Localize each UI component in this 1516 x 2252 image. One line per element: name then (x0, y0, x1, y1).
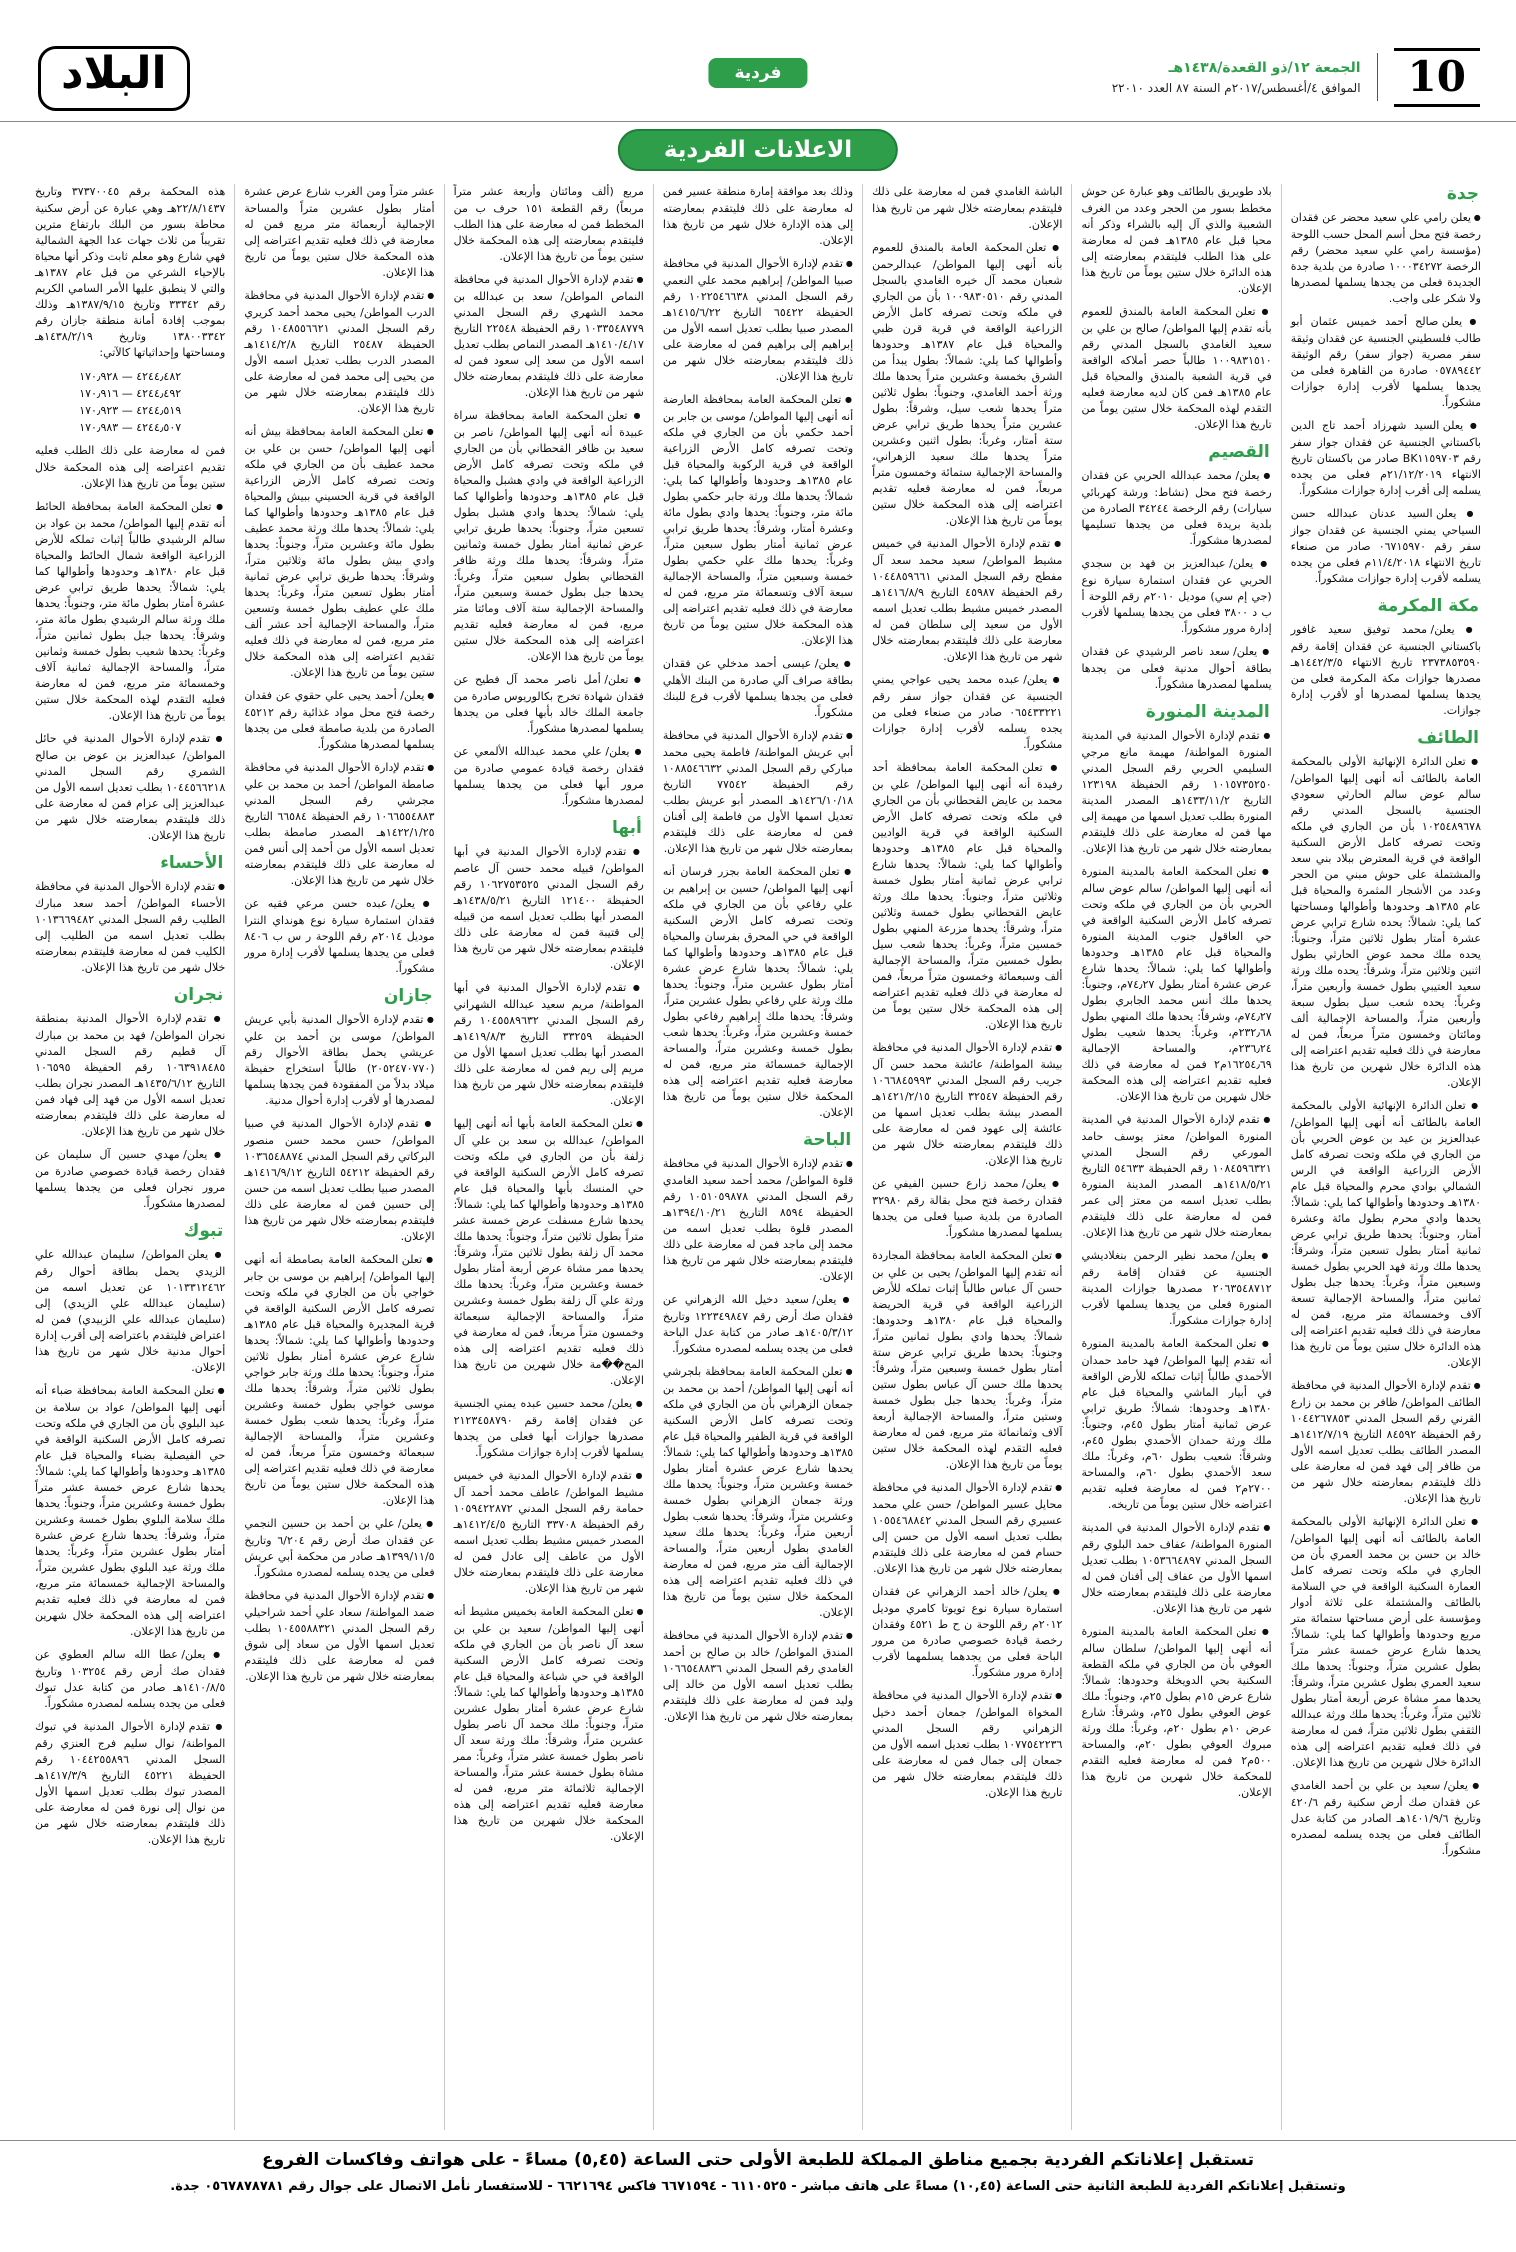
classified-ad: وذلك بعد موافقة إمارة منطقة عسير فمن له معارضة على ذلك فليتقدم بمعارضته إلى هذه الإدارة خلال شهر من تاريخ هذا الإعلان. (662, 185, 854, 247)
classified-ad: ● تقدم لإدارة الأحوال المدنية في المدينة المنورة المواطنة/ عفاف حمد البلوي رقم السجل المدني ١٠٥٣٦٦٤٨٩٧ بطلب تعديل اسمها الأول من عفاف إلى أفنان فمن له معارضة على ذلك فليتقدم بمعارضته خلال شهر من تاريخ هذا الإعلان. (1081, 1520, 1271, 1617)
classified-ad: ● تقدم لإدارة الأحوال المدنية في محافظة الدرب المواطن/ يحيى محمد أحمد كريري رقم السجل المدني ١٠٤٨٥٥٦٦٢١ رقم الحفيظة ٢٥٤٨٧ التاريخ ١٤١٤/٢/٨هـ المصدر الدرب بطلب تعديل اسمه الأول من يحيى إلى محمد فمن له معارضة على ذلك فليتقدم بمعارضته خلال شهر من تاريخ هذا الإعلان. (244, 288, 434, 417)
classified-ad: ● يعلن/ محمد عبدالله الحربي عن فقدان رخصة فتح محل (نشاط: ورشة كهربائي سيارات) رقم الرخصة ٣٤٢٤٤ الصادرة من بلدية بريدة فعلى من يجدها تسليمها لمصدرها مشكوراً. (1081, 468, 1271, 549)
classified-ad: ● تعلن المحكمة العامة بمحافظة سراة عبيدة أنه أنهى إليها المواطن/ ناصر بن سعيد بن ظافر القحطاني بأن من الجاري في ملكه وتحت تصرفه كامل الأرض الزراعية الواقعة في وادي هشبل والمحياة قبل عام ١٣٨٥هـ وحدودها وأطوالها كما يلي: شمالاً: يحدها وادي هشبل بطول تسعين متراً، وجنوباً: يحدها طريق ترابي عرض ثمانية أمتار بطول خمسة وثمانين متراً، وشرقاً: يحدها ملك ورثة ظافر القحطاني بطول سبعين متراً، وغرباً: يحدها جبل بطول خمسة وسبعين متراً، والمساحة الإجمالية ستة آلاف ومائتا متر مربع، فمن له معارضة فعليه تقديم اعتراضه إلى هذه المحكمة خلال ستين يوماً من تاريخ هذا الإعلان. (454, 408, 644, 665)
classified-ad: ● تقدم لإدارة الأحوال المدنية في محافظة صامطة المواطن/ أحمد بن محمد بن علي مجرشي رقم السجل المدني ١٠٦٦٥٥٤٨٨٣ رقم الحفيظة ٦٦٥٨٤ التاريخ ١٤٢٢/١/٢٥هـ المصدر صامطة بطلب تعديل اسمه الأول من أحمد إلى أنس فمن له معارضة على ذلك فليتقدم بمعارضته خلال شهر من تاريخ هذا الإعلان. (244, 760, 434, 889)
section-heading: تبوك (183, 1221, 224, 1241)
classified-ad: ● تعلن المحكمة العامة بمحافظة المجاردة أنه تقدم إليها المواطن/ يحيى بن علي بن حسن آل عباس طالباً إثبات تملكه للأرض الزراعية الواقعة في قرية الحريضة والمحياة قبل عام ١٣٨٠هـ وحدودها: شمالاً: يحدها وادي بطول ثمانين متراً، وجنوباً: يحدها طريق ترابي عرض ستة أمتار بطول خمسة وسبعين متراً، وشرقاً: يحدها ملك حسن آل عباس بطول ستين متراً، وغرباً: يحدها جبل بطول خمسة وستين متراً، والمساحة الإجمالية أربعة آلاف وثمانمائة متر مربع، فمن له معارضة فعليه التقدم لهذه المحكمة خلال ستين يوماً من تاريخ هذا الإعلان. (872, 1248, 1062, 1473)
classified-ad: بلاد طويريق بالطائف وهو عبارة عن حوش مخطط بسور من الحجر وعدد من الغرف الشعبية والذي آل إليه بالشراء وذكر أنه محيا قبل عام ١٣٨٥هـ فمن له معارضة على هذا الطلب فليتقدم بمعارضته إلى هذه الدائرة خلال ستين يوماً من تاريخ هذا الإعلان. (1081, 185, 1272, 295)
classified-ad: ● تقدم لإدارة الأحوال المدنية بأبي عريش المواطن/ موسى بن أحمد بن علي عريشي يحمل بطاقة الأحوال رقم (٢٠٥٢٤٧٠٧٧٠) طالباً استخراج حفيظة ميلاد بدلاً من المفقودة فمن يجدها يسلمها لمصدرها أو لأقرب إدارة أحوال مدنية. (244, 1012, 434, 1109)
classified-ad: ● تقدم لإدارة الأحوال المدنية في محافظة الأحساء المواطن/ أحمد سعد مبارك الطليب رقم السجل المدني ١٠١٣٦٦٩٤٨٢ بطلب تعديل اسمه من الطليب إلى الكليب فمن له معارضة فليتقدم بمعارضته خلال شهر من تاريخ هذا الإعلان. (35, 879, 225, 976)
columns (26, 184, 1490, 2130)
page-number: 10 (1394, 48, 1480, 107)
date-gregorian: الموافق ٤/أغسطس/٢٠١٧م السنة ٨٧ العدد ٢٢٠١٠ (1111, 80, 1361, 95)
classified-ad: ● تعلن المحكمة العامة بالمدينة المنورة أنه أنهى إليها المواطن/ سلطان سالم العوفي بأن من الجاري في ملكه القطعة السكنية بحي الدويخلة وحدودها: شمالاً: شارع عرض ١٥م بطول ٢٥م، وجنوباً: ملك عوض العوفي بطول ٢٥م، وشرقاً: شارع عرض ١٠م بطول ٢٠م، وغرباً: ملك ورثة مبروك العوفي بطول ٢٠م، والمساحة ٥٠٠م٢ فمن له معارضة فعليه التقدم للمحكمة خلال شهرين من تاريخ هذا الإعلان. (1081, 1624, 1271, 1801)
classified-ad: فمن له معارضة على ذلك الطلب فعليه تقديم اعتراضه إلى هذه المحكمة خلال ستين يوماً من تاريخ هذا الإعلان. (35, 444, 226, 490)
classified-ad: ● تقدم لإدارة الأحوال المدنية في محافظة صبيا المواطن/ إبراهيم محمد علي النعمي رقم السجل المدني ١٠٢٢٥٤٦٦٣٨ رقم الحفيظة ٦٥٤٢٢ التاريخ ١٤١٥/٦/٢٢هـ المصدر صبيا بطلب تعديل اسمه الأول من إبراهيم إلى براهيم فمن له معارضة على ذلك فليتقدم بمعارضته خلال شهر من تاريخ هذا الإعلان. (663, 256, 853, 385)
classified-ad: ● تعلن المحكمة العامة بخميس مشيط أنه أنهى إليها المواطن/ سعيد بن علي بن سعد آل ناصر بأن من الجاري في ملكه وتحت تصرفه كامل الأرض السكنية الواقعة في حي شباعة والمحياة قبل عام ١٣٨٥هـ وحدودها وأطوالها كما يلي: شمالاً: شارع عرض عشرة أمتار بطول عشرين متراً، وجنوباً: ملك محمد آل ناصر بطول عشرين متراً، وشرقاً: ملك ورثة سعد آل ناصر بطول خمسة عشر متراً، وغرباً: ممر مشاة بطول خمسة عشر متراً، والمساحة الإجمالية ثلاثمائة متر مربع، فمن له معارضة فعليه تقديم اعتراضه إلى هذه المحكمة خلال شهرين من تاريخ هذا الإعلان. (454, 1604, 644, 1845)
column-7 (26, 184, 234, 2130)
classified-ad: ● تعلن الدائرة الإنهائية الأولى بالمحكمة العامة بالطائف أنه أنهى إليها المواطن/ خالد بن حسن بن محمد العمري بأن من الجاري في ملكه وتحت تصرفه كامل العمارة السكنية الواقعة في حي السلامة بالطائف والمشتملة على ثلاثة أدوار ومؤسسة على أرض مساحتها ستمائة متر مربع وحدودها وأطوالها كما يلي: شمالاً: يحدها شارع عرض خمسة عشر متراً بطول عشرين متراً، وجنوباً: يحدها ملك سعيد العمري بطول عشرين متراً، وشرقاً: يحدها ممر مشاة عرض أربعة أمتار بطول ثلاثين متراً، وغرباً: يحدها ملك ورثة عبدالله الثقفي بطول ثلاثين متراً، فمن له معارضة في ذلك فعليه تقديم اعتراضه إلى هذه الدائرة خلال شهرين من تاريخ هذا الإعلان. (1291, 1514, 1481, 1771)
column-6 (234, 184, 443, 2130)
classified-ad: ● تقدم لإدارة الأحوال المدنية في محافظة بيشة المواطنة/ عائشة محمد حسن آل جريب رقم السجل المدني ١٠٦٦٨٤٥٩٩٣ رقم الحفيظة ٣٢٥٤٧ التاريخ ١٤٢١/٢/١٥هـ المصدر بيشة بطلب تعديل اسمها من عائشة إلى عهود فمن له معارضة على ذلك فليتقدم بمعارضته خلال شهر من تاريخ هذا الإعلان. (872, 1040, 1062, 1169)
classified-ad: ● يعلن/ مهدي حسين آل سليمان عن فقدان رخصة قيادة خصوصي صادرة من مرور نجران فعلى من يجدها يسلمها لمصدرها مشكوراً. (35, 1147, 225, 1212)
header-rule (0, 121, 1516, 122)
classified-ad: مربع (ألف ومائتان وأربعة عشر متراً مربعاً) رقم القطعة ١٥١ حرف ب من المخطط فمن له معارضة على هذا الطلب فليتقدم بمعارضته إلى هذه المحكمة خلال ستين يوماً من تاريخ هذا الإعلان. (453, 185, 644, 263)
classified-ad: ● تعلن المحكمة العامة بالمندق للعموم بأنه أنهى إليها المواطن/ عبدالرحمن شعبان محمد آل خيره الغامدي بالسجل المدني رقم ١٠٠٩٨٣٠٥١٠ بأن من الجاري في ملكه وتحت تصرفه كامل الأرض الزراعية الواقعة في قرية قرن ظبي والمحياة قبل عام ١٣٨٧هـ وحدودها وأطوالها كما يلي: شمالاً: بطول يبدأ من الشرق بخمسة وعشرين متراً يحدها ملك ورثة أحمد الغامدي، وجنوباً: بطول ثلاثين متراً يحدها شعب سيل، وشرقاً: بطول عشرين متراً يحدها طريق ترابي عرض ستة أمتار، وغرباً: بطول اثنين وعشرين متراً يحدها ملك سعيد الزهراني، والمساحة الإجمالية ستمائة وخمسون متراً مربعاً، فمن له معارضة فعليه تقديم اعتراضه إلى هذه المحكمة خلال ستين يوماً من تاريخ هذا الإعلان. (872, 240, 1062, 529)
classified-ad: ● تعلن المحكمة العامة بالمندق للعموم بأنه تقدم إليها المواطن/ صالح بن علي بن سعيد الغامدي بالسجل المدني رقم ١٠٠٩٨٣١٥١٠ طالباً حصر أملاكه الواقعة في قرية الشعبة بالمندق والمحياة قبل عام ١٣٨٥هـ فمن كان لديه معارضة فعليه التقدم لهذه المحكمة خلال ستين يوماً من تاريخ هذا الإعلان. (1081, 304, 1271, 433)
classified-ad: ● تقدم لإدارة الأحوال المدنية في محافظة الطائف المواطن/ ظافر بن محمد بن زارع القرني رقم السجل المدني ١٠٤٤٢٦٧٨٥٣ رقم الحفيظة ٨٤٥٩٢ التاريخ ١٤١٢/٧/١٩هـ المصدر الطائف بطلب تعديل اسمه الأول من ظافر إلى فهد فمن له معارضة على ذلك فليتقدم بمعارضته خلال شهر من تاريخ هذا الإعلان. (1291, 1378, 1481, 1507)
classified-ad: ● تقدم لإدارة الأحوال المدنية في محافظة محايل عسير المواطن/ حسن علي محمد عسيري رقم السجل المدني ١٠٥٥٤٦٨٨٤٢ بطلب تعديل اسمه الأول من حسن إلى حسام فمن له معارضة على ذلك فليتقدم بمعارضته خلال شهر من تاريخ هذا الإعلان. (872, 1480, 1062, 1577)
classified-ad: ● تقدم لإدارة الأحوال المدنية في تبوك المواطنة/ نوال سليم فرج العنزي رقم السجل المدني ١٠٤٤٢٥٥٨٩٦ رقم الحفيظة ٤٥٢٢١ التاريخ ١٤١٧/٣/٩هـ المصدر تبوك بطلب تعديل اسمها الأول من نوال إلى نورة فمن له معارضة على ذلك فليتقدم بمعارضته خلال شهر من تاريخ هذا الإعلان. (35, 1719, 225, 1848)
section-heading: نجران (173, 985, 224, 1005)
classified-ad: ● تقدم لإدارة الأحوال المدنية في محافظة النماص المواطن/ سعد بن عبدالله بن محمد الشهري رقم السجل المدني ١٠٣٣٥٤٨٧٧٩ رقم الحفيظة ٢٢٥٤٨ التاريخ ١٤١٠/٤/١٧هـ المصدر النماص بطلب تعديل اسمه الأول من سعد إلى سعود فمن له معارضة على ذلك فليتقدم بمعارضته خلال شهر من تاريخ هذا الإعلان. (454, 272, 644, 401)
classified-ad: ● يعلن/ سعيد دخيل الله الزهراني عن فقدان صك أرض رقم ١٢٢٣٤٩٨٤٧ وتاريخ ١٤٠٥/٣/١٢هـ صادر من كتابة عدل الباحة فعلى من يجده يسلمه لمصدره مشكوراً. (663, 1292, 853, 1357)
classified-ad: ● يعلن/ محمد نظير الرحمن بنغلاديشي الجنسية عن فقدان إقامة رقم ٢٠٦٣٥٤٨٧١٢ مصدرها جوازات المدينة المنورة فعلى من يجدها يسلمها لأقرب إدارة جوازات مشكوراً. (1081, 1248, 1271, 1329)
section-heading: جدة (1446, 184, 1479, 204)
classified-ad: ● يعلن/ علي محمد عبدالله الألمعي عن فقدان رخصة قيادة عمومي صادرة من مرور أبها فعلى من يجدها يسلمها لمصدرها مشكوراً. (454, 744, 644, 809)
column-4 (653, 184, 862, 2130)
classified-ad: عشر متراً ومن الغرب شارع عرض عشرة أمتار بطول عشرين متراً والمساحة الإجمالية أربعمائة متر مربع فمن له معارضة في ذلك فعليه تقديم اعتراضه إلى هذه المحكمة خلال ستين يوماً من تاريخ هذا الإعلان. (244, 185, 435, 279)
classified-ad: هذه المحكمة برقم ٣٧٣٧٠٠٤٥ وتاريخ ٢٢/٨/١٤٣٧هـ وهي عبارة عن أرض سكنية محاطة بسور من البلك بارتفاع مترين تقريباً من ثلاث جهات عدا الجهة الشمالية فهي شارع وهو معلم ثابت وذكر أنها محياة بالإحياء الشرعي من قبل عام ١٣٨٧هـ والتي لا ينطبق عليها الأمر السامي الكريم رقم ٣٣٣٤٢ وتاريخ ١٣٨٧/٩/١٥هـ وذلك بموجب إفادة أمانة منطقة جازان رقم ١٣٨٠٠٣٣٤٢ وتاريخ ١٤٣٨/٢/١٩هـ ومساحتها وإحداثياتها كالآتي: (35, 185, 226, 359)
classified-ad: ● يعلن السيد عدنان عبدالله حسن السياحي يمني الجنسية عن فقدان جواز سفر رقم ٠٦٧١٥٩٧٠ صادر من صنعاء تاريخ الانتهاء ١١/٤/٢٠١٨م فعلى من يجده يسلمه لأقرب إدارة جوازات مشكوراً. (1291, 506, 1481, 587)
classified-ad: ● يعلن المواطن/ سليمان عبدالله علي الزيدي يحمل بطاقة أحوال رقم ١٠١٣٣١٢٤٦٢ عن تعديل اسمه من (سليمان عبدالله علي الزيدي) إلى (سليمان عبدالله علي الزبيدي) فمن له اعتراض فليتقدم باعتراضه إلى أقرب إدارة أحوال مدنية خلال شهر من تاريخ هذا الإعلان. (35, 1247, 225, 1376)
classified-ad: ● يعلن/ سعيد بن علي بن أحمد الغامدي عن فقدان صك أرض سكنية رقم ٤٢٠/٦ وتاريخ ١٤٠١/٩/٦هـ الصادر من كتابة عدل الطائف فعلى من يجده يسلمه لمصدره مشكوراً. (1291, 1778, 1481, 1859)
coordinates-block: ٤٢٤٤٫٤٨٢ — ١٧٠٫٩٢٨ ٤٢٤٤٫٤٩٢ — ١٧٠٫٩١٦ ٤٢٤٤٫٥١٩ — ١٧٠٫٩٢٣ ٤٢٤٤٫٥٠٧ — ١٧٠٫٩٨٣ (79, 370, 182, 434)
classified-ad: ● تعلن المحكمة العامة بمحافظة ضباء أنه أنهى إليها المواطن/ عواد بن سلامة بن عيد البلوي بأن من الجاري في ملكه وتحت تصرفه كامل الأرض السكنية الواقعة في حي الفيصلية بضباء والمحياة قبل عام ١٣٨٥هـ وحدودها وأطوالها كما يلي: شمالاً: يحدها شارع عرض خمسة عشر متراً بطول خمسة وعشرين متراً، وجنوباً: يحدها ملك سلامة البلوي بطول خمسة وعشرين متراً، وشرقاً: يحدها شارع عرض عشرة أمتار بطول عشرين متراً، وغرباً: يحدها ملك ورثة عيد البلوي بطول عشرين متراً، والمساحة الإجمالية خمسمائة متر مربع، فمن له معارضة في ذلك فعليه تقديم اعتراضه إلى هذه المحكمة خلال شهرين من تاريخ هذا الإعلان. (35, 1383, 225, 1640)
section-heading: الباحة (803, 1130, 852, 1150)
section-heading: القصيم (1208, 442, 1270, 462)
header-right (1112, 48, 1480, 107)
classified-ad: ● يعلن صالح أحمد خميس عثمان أبو طالب فلسطيني الجنسية عن فقدان وثيقة سفر مصرية (جواز سفر) رقم الوثيقة ٠٥٧٨٩٤٤٢ صادرة من القاهرة فعلى من يجدها يسلمها لأقرب إدارة جوازات مشكوراً. (1291, 314, 1481, 411)
classified-ad: ● تقدم لإدارة الأحوال المدنية في المدينة المنورة المواطن/ معتز يوسف حامد المورعي رقم السجل المدني ١٠٨٤٥٩٦٣٢١ رقم الحفيظة ٥٤٦٣٣ التاريخ ١٤١٨/٥/٢١هـ المصدر المدينة المنورة بطلب تعديل اسمه من معتز إلى عمر فمن له معارضة على ذلك فليتقدم بمعارضته خلال شهر من تاريخ هذا الإعلان. (1081, 1112, 1271, 1241)
classified-ad: ● يعلن/ محمد زارع حسين الفيفي عن فقدان رخصة فتح محل بقالة رقم ٣٢٩٨٠ الصادرة من بلدية صبيا فعلى من يجدها يسلمها لمصدرها مشكوراً. (872, 1176, 1062, 1241)
classified-ad: ● تعلن المحكمة العامة بجزر فرسان أنه أنهى إليها المواطن/ حسين بن إبراهيم بن علي رفاعي بأن من الجاري في ملكه وتحت تصرفه كامل الأرض السكنية الواقعة في حي المحرق بفرسان والمحياة قبل عام ١٣٨٥هـ وحدودها وأطوالها كما يلي: شمالاً: يحدها شارع عرض عشرة أمتار بطول عشرين متراً، وجنوباً: يحدها ملك ورثة علي رفاعي بطول عشرين متراً، وشرقاً: يحدها ملك إبراهيم رفاعي بطول خمسة وعشرين متراً، وغرباً: يحدها شعب بطول خمسة وعشرين متراً، والمساحة الإجمالية خمسمائة متر مربع، فمن له معارضة فعليه تقديم اعتراضه إلى هذه المحكمة خلال ستين يوماً من تاريخ هذا الإعلان. (663, 864, 853, 1121)
classified-ad: ● تعلن المحكمة العامة بمحافظة بيش أنه أنهى إليها المواطن/ حسن بن علي بن محمد عطيف بأن من الجاري في ملكه وتحت تصرفه كامل الأرض الزراعية الواقعة في قرية الحسيني ببيش والمحياة قبل عام ١٣٨٥هـ وحدودها وأطوالها كما يلي: شمالاً: يحدها ملك ورثة محمد عطيف بطول مائة وعشرين متراً، وجنوباً: يحدها وادي بيش بطول مائة وثلاثين متراً، وشرقاً: يحدها طريق ترابي عرض ثمانية أمتار بطول تسعين متراً، وغرباً: يحدها ملك علي عطيف بطول خمسة وتسعين متراً، والمساحة الإجمالية أحد عشر ألف متر مربع، فمن له معارضة في ذلك فعليه تقديم اعتراضه إلى هذه المحكمة خلال ستين يوماً من تاريخ هذا الإعلان. (244, 424, 434, 681)
classified-ad: ● يعلن/ أحمد يحيى علي حقوي عن فقدان رخصة فتح محل مواد غذائية رقم ٤٥٢١٢ الصادرة من بلدية صامطة فعلى من يجدها يسلمها لمصدرها مشكوراً. (244, 688, 434, 753)
classified-ad: ● تعلن المحكمة العامة بمحافظة الحائط أنه تقدم إليها المواطن/ محمد بن عواد بن سالم الرشيدي طالباً إثبات تملكه للأرض الزراعية الواقعة شمال الحائط والمحياة قبل عام ١٣٨٠هـ وحدودها وأطوالها كما يلي: شمالاً: يحدها طريق ترابي عرض عشرة أمتار بطول مائة متر، وجنوباً: يحدها ملك ورثة سالم الرشيدي بطول مائة متر، وشرقاً: يحدها جبل بطول ثمانين متراً، وغرباً: يحدها شعيب بطول خمسة وثمانين متراً، والمساحة الإجمالية ثمانية آلاف وخمسمائة متر مربع، فمن له معارضة فعليه التقدم لهذه المحكمة خلال ستين يوماً من تاريخ هذا الإعلان. (35, 499, 225, 724)
classified-ad: ● تقدم لإدارة الأحوال المدنية في محافظة أبي عريش المواطنة/ فاطمة يحيى محمد مباركي رقم السجل المدني ١٠٨٨٥٤٦٦٣٢ رقم الحفيظة ٧٧٥٤٢ التاريخ ١٤٢٦/١٠/١٨هـ المصدر أبو عريش بطلب تعديل اسمها الأول من فاطمة إلى أفنان فمن له معارضة على ذلك فليتقدم بمعارضته خلال شهر من تاريخ هذا الإعلان. (663, 728, 853, 857)
column-2 (1071, 184, 1280, 2130)
classified-ad: ● يعلن/ خالد أحمد الزهراني عن فقدان استمارة سيارة نوع تويوتا كامري موديل ٢٠١٢م رقم اللوحة ن ح ط ٤٥٢١ وفقدان رخصة قيادة خصوصي صادرة من مرور الباحة فعلى من يجدهما يسلمهما لأقرب إدارة مرور مشكوراً. (872, 1584, 1062, 1681)
footer-line-1: تستقبل إعلاناتكم الفردية بجميع مناطق المملكة للطبعة الأولى حتى الساعة (٥,٤٥) مساءً - على هواتف وفاكسات الفروع (262, 2150, 1254, 2170)
classified-ad: ● يعلن/ عبده محمد يحيى عواجي يمني الجنسية عن فقدان جواز سفر رقم ٠٦٥٤٣٣٢٢١ صادر من صنعاء فعلى من يجده يسلمه لأقرب إدارة جوازات مشكوراً. (872, 672, 1062, 753)
classified-ad: ● تقدم لإدارة الأحوال المدنية في حائل المواطن/ عبدالعزيز بن عوض بن صالح الشمري رقم السجل المدني ١٠٤٤٥٦٦٢١٨ بطلب تعديل اسمه الأول من عبدالعزيز إلى عزام فمن له معارضة على ذلك فليتقدم بمعارضته خلال شهر من تاريخ هذا الإعلان. (35, 731, 225, 844)
classified-ad: ● تعلن المحكمة العامة بمحافظة العارضة أنه أنهى إليها المواطن/ موسى بن جابر بن أحمد حكمي بأن من الجاري في ملكه وتحت تصرفه كامل الأرض الزراعية الواقعة في قرية الركوبة والمحياة قبل عام ١٣٨٥هـ وحدودها وأطوالها كما يلي: شمالاً: يحدها ملك ورثة جابر حكمي بطول مائة متر، وجنوباً: يحدها وادي بطول مائة وعشرة أمتار، وشرقاً: يحدها طريق ترابي عرض ثمانية أمتار بطول سبعين متراً، وغرباً: يحدها ملك علي حكمي بطول خمسة وسبعين متراً، والمساحة الإجمالية سبعة آلاف وتسعمائة متر مربع، فمن له معارضة في ذلك فعليه تقديم اعتراضه إلى هذه المحكمة خلال ستين يوماً من تاريخ هذا الإعلان. (663, 392, 853, 649)
page-title: الاعلانات الفردية (618, 129, 898, 171)
classified-ad: ● تعلن/ أمل ناصر محمد آل فطيح عن فقدان شهادة تخرج بكالوريوس صادرة من جامعة الملك خالد بأبها فعلى من يجدها يسلمها لمصدرها مشكوراً. (454, 672, 644, 737)
classified-ad: ● تعلن الدائرة الإنهائية الأولى بالمحكمة العامة بالطائف أنه أنهى إليها المواطن/ سالم عوض سالم الحارثي سعودي الجنسية بالسجل المدني رقم ١٠٢٥٤٨٩٦٧٨ بأن من الجاري في ملكه وتحت تصرفه كامل الأرض السكنية الواقعة في قرية المعترض ببلاد بني سعد والمشتملة على حوش مبني من الحجر وعدد من الأشجار المثمرة والمحياة قبل عام ١٣٨٥هـ وحدودها وأطوالها ومساحتها كما يلي: شمالاً: يحده شارع ترابي عرض عشرة أمتار بطول ثلاثين متراً، وجنوباً: يحده ملك محمد عوض الحارثي بطول اثنين وثلاثين متراً، وشرقاً: يحده ملك ورثة سعيد العتيبي بطول خمسة وأربعين متراً، وغرباً: يحده شعب سيل بطول سبعة وأربعين متراً، والمساحة الإجمالية ألف ومائتان وخمسون متراً مربعاً، فمن له معارضة في ذلك فعليه تقديم اعتراضه إلى هذه الدائرة خلال شهرين من تاريخ هذا الإعلان. (1291, 754, 1481, 1091)
classified-ad: ● يعلن رامي علي سعيد محضر عن فقدان رخصة فتح محل أسم المحل حسب اللوحة (مؤسسة رامي علي سعيد محضر) رقم الرخصة ١٠٠٠٣٤٢٧٢ صادرة من بلدية جدة الجديدة فعلى من يجدها يسلمها لمصدرها ولا شكر على واجب. (1291, 210, 1481, 307)
classified-ad: ● تقدم لإدارة الأحوال المدنية بمنطقة نجران المواطن/ فهد بن محمد بن مبارك آل قطيم رقم السجل المدني ١٠٦٣٩١٨٤٨٥ رقم الحفيظة ١٠٦٥٩٥ التاريخ ١٤٣٥/٦/١٢هـ المصدر نجران بطلب تعديل اسمه الأول من فهد إلى فهاد فمن له معارضة على ذلك فليتقدم بمعارضته خلال شهر من تاريخ هذا الإعلان. (35, 1011, 225, 1140)
classified-ad: ● تقدم لإدارة الأحوال المدنية في محافظة المخواة المواطن/ جمعان أحمد دخيل الزهراني رقم السجل المدني ١٠٧٧٥٤٢٢٣٦ بطلب تعديل اسمه الأول من جمعان إلى جمال فمن له معارضة على ذلك فليتقدم بمعارضته خلال شهر من تاريخ هذا الإعلان. (872, 1688, 1062, 1801)
classified-ad: ● تقدم لإدارة الأحوال المدنية في أبها المواطن/ قبيله محمد حسن آل عاصم رقم السجل المدني ١٠٦٢٧٥٣٥٢٥ رقم الحفيظة ١٢١٤٠٠ التاريخ ١٤٣٨/٥/٢١هـ المصدر أبها بطلب تعديل اسمه من قبيله إلى قتيبة فمن له معارضة على ذلك فليتقدم بمعارضته خلال شهر من تاريخ هذا الإعلان. (454, 844, 644, 973)
classified-ad: ● تعلن المحكمة العامة بأبها أنه أنهى إليها المواطن/ عبدالله بن سعد بن علي آل زلفة بأن من الجاري في ملكه وتحت تصرفه كامل الأرض السكنية الواقعة في حي المنسك بأبها والمحياة قبل عام ١٣٨٥هـ وحدودها وأطوالها كما يلي: شمالاً: يحدها شارع مسفلت عرض خمسة عشر متراً بطول ثلاثين متراً، وجنوباً: يحدها ملك محمد آل زلفة بطول ثلاثين متراً، وشرقاً: يحدها ممر مشاة عرض أربعة أمتار بطول خمسة وعشرين متراً، وغرباً: يحدها ملك ورثة علي آل زلفة بطول خمسة وعشرين متراً، والمساحة الإجمالية سبعمائة وخمسون متراً مربعاً، فمن له معارضة في ذلك فعليه تقديم اعتراضه إلى هذه المح��مة خلال شهرين من تاريخ هذا الإعلان. (454, 1116, 644, 1389)
classified-ad: الباشة الغامدي فمن له معارضة على ذلك فليتقدم بمعارضته خلال شهر من تاريخ هذا الإعلان. (872, 185, 1063, 231)
column-3 (862, 184, 1071, 2130)
classified-ad: ● تعلن المحكمة العامة بالمدينة المنورة أنه تقدم إليها المواطن/ فهد حامد حمدان الأحمدي طالباً إثبات تملكه للأرض الواقعة في أبيار الماشي والمحياة قبل عام ١٣٨٠هـ وحدودها: شمالاً: طريق ترابي عرض ثمانية أمتار بطول ٤٥م، وجنوباً: ملك ورثة حمدان الأحمدي بطول ٤٥م، وشرقاً: شعيب بطول ٦٠م، وغرباً: ملك سعد الأحمدي بطول ٦٠م، والمساحة ٢٧٠٠م٢ فمن له معارضة فعليه تقديم اعتراضه خلال ستين يوماً من تاريخه. (1081, 1336, 1271, 1513)
classified-ad: ● تقدم لإدارة الأحوال المدنية في خميس مشيط المواطن/ عاطف محمد أحمد آل حمامة رقم السجل المدني ١٠٥٩٤٢٢٨٧٢ رقم الحفيظة ٣٣٧٠٨ التاريخ ١٤١٢/٤/٥هـ المصدر خميس مشيط بطلب تعديل اسمه الأول من عاطف إلى عادل فمن له معارضة على ذلك فليتقدم بمعارضته خلال شهر من تاريخ هذا الإعلان. (454, 1468, 644, 1597)
classified-ad: ● يعلن/ عبده حسن مرعي فقيه عن فقدان استمارة سيارة نوع هونداي النترا موديل ٢٠١٤م رقم اللوحة ر س ب ٨٤٠٦ فعلى من يجدها يسلمها لأقرب إدارة مرور مشكوراً. (244, 896, 434, 977)
classified-ad: ● تقدم لإدارة الأحوال المدنية في المدينة المنورة المواطنة/ مهيمة مانع مرجي السليمي الحربي رقم السجل المدني ١٠١٥٧٣٥٢٥٠ رقم الحفيظة ١٢٣١٩٨ التاريخ ١٤٣٣/١١/٢هـ المصدر المدينة المنورة بطلب تعديل اسمها من مهيمة إلى مها فمن له معارضة على ذلك فليتقدم بمعارضته خلال شهر من تاريخ هذا الإعلان. (1081, 728, 1271, 857)
classified-ad: ● يعلن/ سعد ناصر الرشيدي عن فقدان بطاقة أحوال مدنية فعلى من يجدها يسلمها لمصدرها مشكوراً. (1081, 644, 1271, 693)
header-divider (1377, 53, 1378, 101)
section-heading: مكة المكرمة (1377, 596, 1479, 616)
classified-ad: ● تقدم لإدارة الأحوال المدنية في خميس مشيط المواطن/ سعيد محمد سعد آل مفطح رقم السجل المدني ١٠٤٤٨٥٩٦٦١ رقم الحفيظة ٤٥٩٨٧ التاريخ ١٤١٦/٨/٩هـ المصدر خميس مشيط بطلب تعديل اسمه الأول من سعيد إلى سلطان فمن له معارضة على ذلك فليتقدم بمعارضته خلال شهر من تاريخ هذا الإعلان. (872, 536, 1062, 665)
date-block (1112, 58, 1361, 97)
column-5 (444, 184, 653, 2130)
section-heading: الأحساء (160, 853, 224, 873)
classified-ad: ● يعلن/ عطا الله سالم العطوي عن فقدان صك أرض رقم ١٠٣٢٥٤ وتاريخ ١٤١٠/٨/٥هـ صادر من كتابة عدل تبوك فعلى من يجده يسلمه لمصدره مشكوراً. (35, 1647, 225, 1712)
section-heading: الطائف (1417, 728, 1479, 748)
section-heading: أبها (612, 818, 642, 838)
classified-ad: ● يعلن/ محمد توفيق سعيد غافور باكستاني الجنسية عن فقدان إقامة رقم ٢٣٧٣٨٥٣٥٩٠ تاريخ الانتهاء ١٤٤٢/٣/٥هـ مصدرها جوازات مكة المكرمة فعلى من يجدها يسلمها لمصدرها أو لأقرب إدارة جوازات. (1291, 622, 1481, 719)
classified-ad: ● يعلن السيد شهرزاد أحمد تاج الدين باكستاني الجنسية عن فقدان جواز سفر رقم BK١١٥٩٧٠٣ صادر من باكستان تاريخ الانتهاء ٢١/١٢/٢٠١٩م فعلى من يجده يسلمه إلى أقرب إدارة جوازات مشكوراً. (1291, 418, 1481, 499)
classified-ad: ● تعلن المحكمة العامة بمحافظة بلجرشي أنه أنهى إليها المواطن/ أحمد بن محمد بن جمعان الزهراني بأن من الجاري في ملكه وتحت تصرفه كامل الأرض السكنية الواقعة في قرية الظفير والمحياة قبل عام ١٣٨٥هـ وحدودها وأطوالها كما يلي: شمالاً: يحدها شارع عرض عشرة أمتار بطول خمسة وعشرين متراً، وجنوباً: يحدها ملك ورثة جمعان الزهراني بطول خمسة وعشرين متراً، وشرقاً: يحدها شعب بطول أربعين متراً، وغرباً: يحدها ملك سعيد الغامدي بطول أربعين متراً، والمساحة الإجمالية ألف متر مربع، فمن له معارضة في ذلك فعليه تقديم اعتراضه إلى هذه المحكمة خلال ستين يوماً من تاريخ هذا الإعلان. (663, 1364, 853, 1621)
classified-ad: ● تقدم لإدارة الأحوال المدنية في محافظة قلوة المواطن/ محمد أحمد سعيد الغامدي رقم السجل المدني ١٠٥١٠٥٩٨٧٨ رقم الحفيظة ٨٥٩٤ التاريخ ١٣٩٤/١٠/٢١هـ المصدر قلوة بطلب تعديل اسمه من محمد إلى ماجد فمن له معارضة على ذلك فليتقدم بمعارضته خلال شهر من تاريخ هذا الإعلان. (663, 1156, 853, 1285)
classified-ad: ● تعلن المحكمة العامة بالمدينة المنورة أنه أنهى إليها المواطن/ سالم عوض سالم الحربي بأن من الجاري في ملكه وتحت تصرفه كامل الأرض السكنية الواقعة في حي العاقول جنوب المدينة المنورة والمحياة قبل عام ١٣٨٥هـ وحدودها وأطوالها كما يلي: شمالاً: يحدها شارع عرض عشرة أمتار بطول ٧٤٫٢٧م، وجنوباً: يحدها ملك أنس محمد الجابري بطول ٧٤٫٢٧م، وشرقاً: يحدها ملك المنهي بطول ٢٣٢٫٦٨م، وغرباً: يحدها شعيب بطول ٢٣٦٫٢٤م، والمساحة الإجمالية ١٦٢٥٤٫٦٩م٢ فمن له معارضة في ذلك فعليه تقديم اعتراضه إلى هذه المحكمة خلال شهرين من تاريخ هذا الإعلان. (1081, 864, 1271, 1105)
newspaper-logo: البلاد (38, 46, 190, 111)
section-heading: المدينة المنورة (1145, 702, 1270, 722)
classified-ad: ● تقدم لإدارة الأحوال المدنية في صبيا المواطن/ حسن محمد حسن منصور البركاتي رقم السجل المدني ١٠٣٦٥٤٨٨٧٤ رقم الحفيظة ٥٤٢١٢ التاريخ ١٤١٦/٩/١٢هـ المصدر صبيا بطلب تعديل اسمه من حسن إلى حسين فمن له معارضة على ذلك فليتقدم بمعارضته خلال شهر من تاريخ هذا الإعلان. (244, 1116, 434, 1245)
classified-ad: ● تقدم لإدارة الأحوال المدنية في محافظة المندق المواطن/ خالد بن صالح بن أحمد الغامدي رقم السجل المدني ١٠٦٦٥٤٨٨٣٦ بطلب تعديل اسمه الأول من خالد إلى وليد فمن له معارضة على ذلك فليتقدم بمعارضته خلال شهر من تاريخ هذا الإعلان. (663, 1628, 853, 1725)
column-1 (1281, 184, 1490, 2130)
footer-line-2: وتستقبل إعلاناتكم الفردية للطبعة الثانية حتى الساعة (١٠,٤٥) مساءً على هاتف مباشر - ٦١١٠٥٢٥ - ٦٦٧١٥٩٤ فاكس ٦٦٢١٦٩٤ - للاستفسار نأمل الاتصال على جوال رقم ٠٥٦٧٨٧٨٧٨١ جدة. (170, 2179, 1346, 2194)
footer-rule (0, 2140, 1516, 2141)
section-heading: جازان (383, 986, 433, 1006)
classified-ad: ● تقدم لإدارة الأحوال المدنية في أبها المواطنة/ مريم سعيد عبدالله الشهراني رقم السجل المدني ١٠٤٥٥٨٩٦٣٢ رقم الحفيظة ٣٣٢٥٩ التاريخ ١٤١٩/٨/٣هـ المصدر أبها بطلب تعديل اسمها الأول من مريم إلى ريم فمن له معارضة على ذلك فليتقدم بمعارضته خلال شهر من تاريخ هذا الإعلان. (454, 980, 644, 1109)
classified-ad: ● يعلن/ عبدالعزيز بن فهد بن سجدي الحربي عن فقدان استمارة سيارة نوع (جي إم سي) موديل ٢٠١٠م رقم اللوحة أ ب د ٣٨٠٠ فعلى من يجدها يسلمها لأقرب إدارة مرور مشكوراً. (1081, 556, 1271, 637)
classified-ad: ● يعلن/ علي بن أحمد بن حسين النجمي عن فقدان صك أرض رقم ٦/٢٠٤ وتاريخ ١٣٩٩/١١/٥هـ صادر من محكمة أبي عريش فعلى من يجده يسلمه لمصدره مشكوراً. (244, 1516, 434, 1581)
page-footer (20, 2150, 1496, 2194)
classified-ad: ● تعلن المحكمة العامة بمحافظة أحد رفيدة أنه أنهى إليها المواطن/ علي بن محمد بن عايض القحطاني بأن من الجاري في ملكه وتحت تصرفه كامل الأرض السكنية الواقعة في قرية الواديين والمحياة قبل عام ١٣٨٥هـ وحدودها وأطوالها كما يلي: شمالاً: يحدها شارع ترابي عرض ثمانية أمتار بطول خمسة وثلاثين متراً، وجنوباً: يحدها ملك ورثة عايض القحطاني بطول خمسة وثلاثين متراً، وشرقاً: يحدها مزرعة المنهي بطول خمسين متراً، وغرباً: يحدها شعب سيل بطول خمسين متراً، والمساحة الإجمالية ألف وسبعمائة وخمسون متراً مربعاً، فمن له معارضة في ذلك فعليه تقديم اعتراضه إلى هذه المحكمة خلال ستين يوماً من تاريخ هذا الإعلان. (872, 760, 1062, 1033)
classified-ad: ● يعلن/ محمد حسين عبده يمني الجنسية عن فقدان إقامة رقم ٢١٢٣٤٥٨٧٩٠ مصدرها جوازات أبها فعلى من يجدها يسلمها لأقرب إدارة جوازات مشكوراً. (454, 1396, 644, 1461)
classified-ad: ● تعلن الدائرة الإنهائية الأولى بالمحكمة العامة بالطائف أنه أنهى إليها المواطن/ عبدالعزيز بن عيد بن عوض الحربي بأن من الجاري في ملكه وتحت تصرفه كامل الأرض الزراعية الواقعة في الرس الشمالي بوادي محرم والمحياة قبل عام ١٣٨٠هـ وحدودها وأطوالها كما يلي: شمالاً: يحدها وادي محرم بطول مائة وعشرة أمتار، وجنوباً: يحدها طريق ترابي عرض ثمانية أمتار بطول تسعين متراً، وشرقاً: يحدها ملك ورثة فهد الحربي بطول خمسة وسبعين متراً، وغرباً: يحدها جبل بطول ثمانين متراً، والمساحة الإجمالية تسعة آلاف وخمسمائة متر مربع، فمن له معارضة في ذلك فعليه تقديم اعتراضه إلى هذه الدائرة خلال ستين يوماً من تاريخ هذا الإعلان. (1291, 1098, 1481, 1371)
classified-ad: ● تقدم لإدارة الأحوال المدنية في محافظة ضمد المواطنة/ سعاد علي أحمد شراحيلي رقم السجل المدني ١٠٤٥٥٨٨٣٢١ بطلب تعديل اسمها الأول من سعاد إلى شوق فمن له معارضة على ذلك فليتقدم بمعارضته خلال شهر من تاريخ هذا الإعلان. (244, 1588, 434, 1685)
section-pill: فردية (708, 58, 807, 88)
classified-ad: ● يعلن/ عيسى أحمد مدخلي عن فقدان بطاقة صراف آلي صادرة من البنك الأهلي فعلى من يجدها يسلمها لأقرب فرع للبنك مشكوراً. (663, 656, 853, 721)
date-hijri: الجمعة ١٢/ذو القعدة/١٤٣٨هـ (1168, 59, 1361, 76)
classified-ad: ● تعلن المحكمة العامة بصامطة أنه أنهى إليها المواطن/ إبراهيم بن موسى بن جابر خواجي بأن من الجاري في ملكه وتحت تصرفه كامل الأرض السكنية الواقعة في قرية المجديرة والمحياة قبل عام ١٣٨٥هـ وحدودها وأطوالها كما يلي: شمالاً: يحدها شارع عرض عشرة أمتار بطول ثلاثين متراً، وجنوباً: يحدها ملك ورثة جابر خواجي بطول ثلاثين متراً، وشرقاً: يحدها ملك موسى خواجي بطول خمسة وعشرين متراً، وغرباً: يحدها شعب بطول خمسة وعشرين متراً، والمساحة الإجمالية سبعمائة وخمسون متراً مربعاً، فمن له معارضة في ذلك فعليه تقديم اعتراضه إلى هذه المحكمة خلال ستين يوماً من تاريخ هذا الإعلان. (244, 1252, 434, 1509)
